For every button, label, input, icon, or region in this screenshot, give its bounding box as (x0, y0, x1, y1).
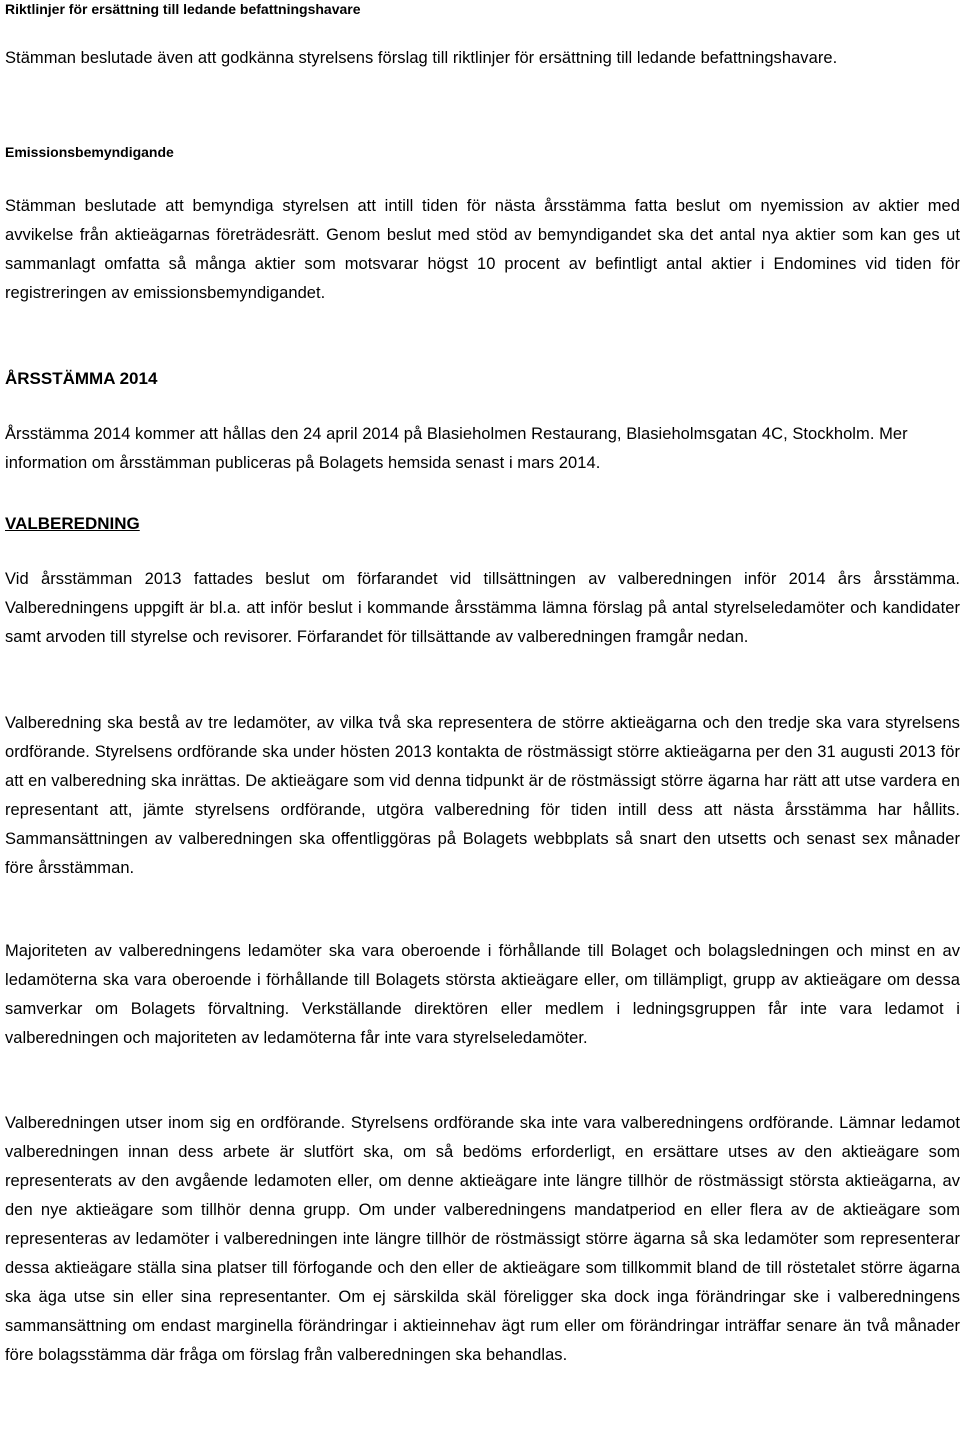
paragraph-emissionsbemyndigande: Stämman beslutade att bemyndiga styrelsen att intill tiden för nästa årsstämma fatta beslut om nyemission av aktier med avvikelse från aktieägarnas företrädesrätt. Genom beslut med stöd av bemyndigandet ska det antal nya aktier som kan ges ut sammanlagt omfatta så många aktier som motsvarar högst 10 procent av befintligt antal aktier i Endomines vid tiden för registreringen av emissionsbemyndigandet. (5, 197, 960, 302)
paragraph-arsstamma-2014: Årsstämma 2014 kommer att hållas den 24 april 2014 på Blasieholmen Restaurang, Blasieholmsgatan 4C, Stockholm. Mer information om årsstämman publiceras på Bolagets hemsida senast i mars 2014. (5, 425, 908, 472)
paragraph-riktlinjer: Stämman beslutade även att godkänna styrelsens förslag till riktlinjer för ersättning till ledande befattningshavare. (5, 49, 838, 67)
heading-arsstamma-2014: ÅRSSTÄMMA 2014 (5, 369, 158, 388)
heading-riktlinjer: Riktlinjer för ersättning till ledande befattningshavare (5, 1, 361, 17)
paragraph-valberedning-4: Valberedningen utser inom sig en ordförande. Styrelsens ordförande ska inte vara valberedningens ordförande. Lämnar ledamot valberedningen innan dess arbete är slutfört ska, om så bedöms erforderligt, en ersättare utses av den aktieägare som representerats av den avgående ledamoten eller, om denne aktieägare inte längre tillhör de röstmässigt största aktieägarna, av den nye aktieägare som tillhör denna grupp. Om under valberedningens mandatperiod en eller flera av de aktieägare som representeras av ledamöter i valberedningen inte längre tillhör de röstmässigt större ägarna så ska ledamöter som representerar dessa aktieägare ställa sina platser till förfogande och den eller de aktieägare som tillkommit bland de till röstetalet större ägarna ska äga utse sin eller sina representanter. Om ej särskilda skäl föreligger ska dock inga förändringar ske i valberedningens sammansättning om endast marginella förändringar i aktieinnehav ägt rum eller om förändringar inträffar senare än två månader före bolagsstämma där fråga om förslag från valberedningen ska behandlas. (5, 1114, 960, 1364)
paragraph-valberedning-1: Vid årsstämman 2013 fattades beslut om förfarandet vid tillsättningen av valberedningen inför 2014 års årsstämma. Valberedningens uppgift är bl.a. att inför beslut i kommande årsstämma lämna förslag på antal styrelseledamöter och kandidater samt arvoden till styrelse och revisorer. Förfarandet för tillsättande av valberedningen framgår nedan. (5, 570, 960, 646)
paragraph-valberedning-2: Valberedning ska bestå av tre ledamöter, av vilka två ska representera de större aktieägarna och den tredje ska vara styrelsens ordförande. Styrelsens ordförande ska under hösten 2013 kontakta de röstmässigt större aktieägarna per den 31 augusti 2013 för att en valberedning ska inrättas. De aktieägare som vid denna tidpunkt är de röstmässigt större ägarna har rätt att utse vardera en representant att, jämte styrelsens ordförande, utgöra valberedning för tiden intill dess att nästa årsstämma har hållits. Sammansättningen av valberedningen ska offentliggöras på Bolagets webbplats så snart den utsetts och senast sex månader före årsstämman. (5, 714, 960, 877)
paragraph-valberedning-3: Majoriteten av valberedningens ledamöter ska vara oberoende i förhållande till Bolaget och bolagsledningen och minst en av ledamöterna ska vara oberoende i förhållande till Bolagets största aktieägare eller, om tillämpligt, grupp av aktieägare om dessa samverkar om Bolagets förvaltning. Verkställande direktören eller medlem i ledningsgruppen får inte vara ledamot i valberedningen och majoriteten av ledamöterna får inte vara styrelseledamöter. (5, 942, 960, 1047)
heading-emissionsbemyndigande: Emissionsbemyndigande (5, 144, 174, 160)
heading-valberedning: VALBEREDNING (5, 514, 140, 533)
